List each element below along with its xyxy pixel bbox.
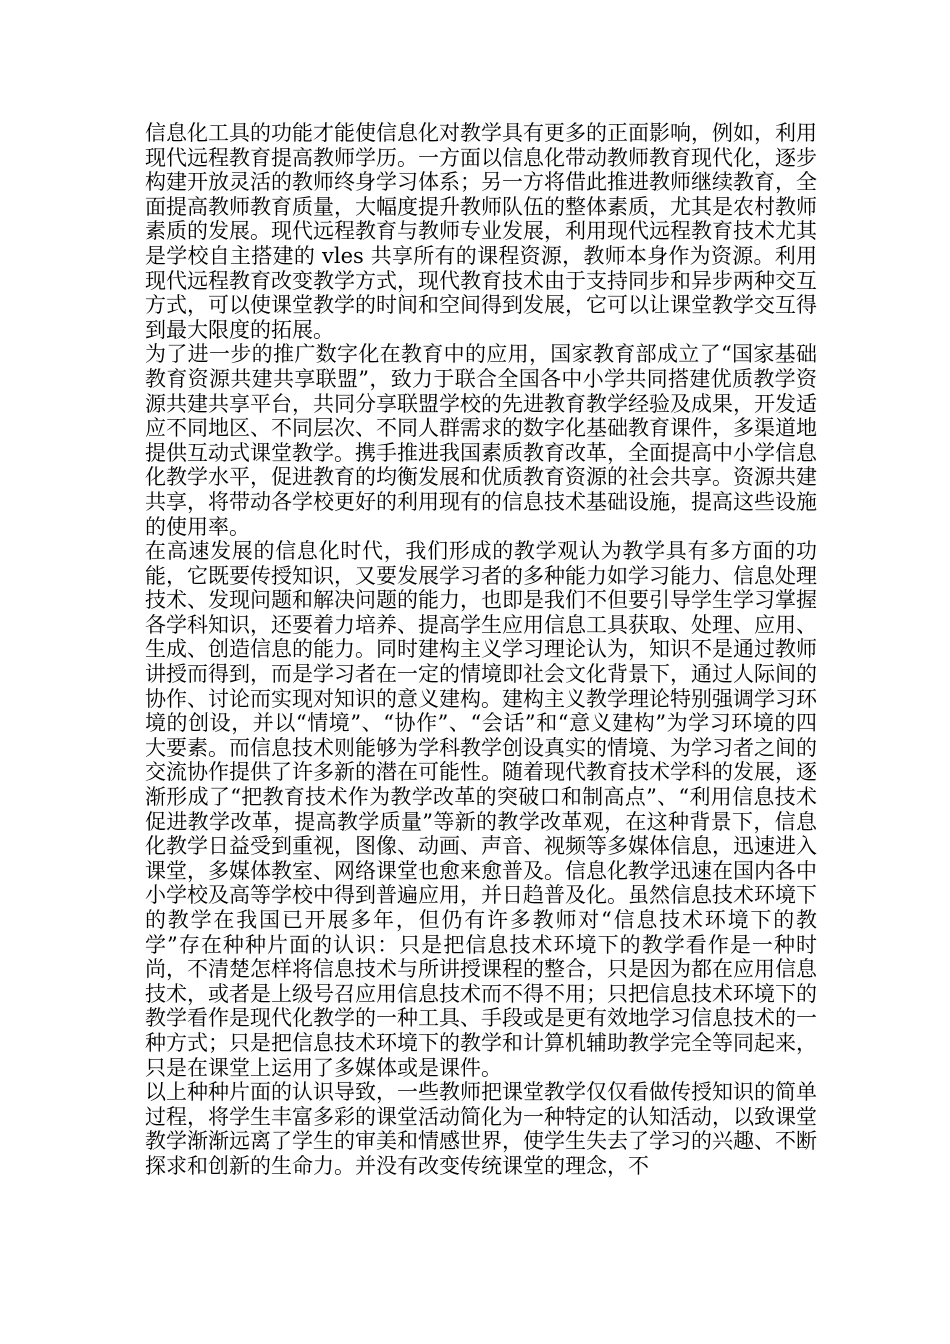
paragraph-1: 信息化工具的功能才能使信息化对教学具有更多的正面影响，例如，利用现代远程教育提高教师学历。一方面以信息化带动教师教育现代化，逐步构建开放灵活的教师终身学习体系；另一方将借此推进教师继续教育，全面提高教师教育质量，大幅度提升教师队伍的整体素质，尤其是农村教师素质的发展。现代远程教育与教师专业发展，利用现代远程教育技术尤其是学校自主搭建的 vles 共享所有的课程资源，教师本身作为资源。利用现代远程教育改变教学方式，现代教育技术由于支持同步和异步两种交互方式，可以使课堂教学的时间和空间得到发展，它可以让课堂教学交互得到最大限度的拓展。	[145, 121, 817, 342]
paragraph-4: 以上种种片面的认识导致，一些教师把课堂教学仅仅看做传授知识的简单过程，将学生丰富多彩的课堂活动简化为一种特定的认知活动，以致课堂教学渐渐远离了学生的审美和情感世界，使学生失去了学习的兴趣、不断探求和创新的生命力。并没有改变传统课堂的理念，不	[145, 1080, 817, 1178]
document-body	[145, 121, 817, 1179]
paragraph-3: 在高速发展的信息化时代，我们形成的教学观认为教学具有多方面的功能，它既要传授知识，又要发展学习者的多种能力如学习能力、信息处理技术、发现问题和解决问题的能力，也即是我们不但要引导学生学习掌握各学科知识，还要着力培养、提高学生应用信息工具获取、处理、应用、生成、创造信息的能力。同时建构主义学习理论认为，知识不是通过教师讲授而得到，而是学习者在一定的情境即社会文化背景下，通过人际间的协作、讨论而实现对知识的意义建构。建构主义教学理论特别强调学习环境的创设，并以“情境”、“协作”、“会话”和“意义建构”为学习环境的四大要素。而信息技术则能够为学科教学创设真实的情境、为学习者之间的交流协作提供了许多新的潜在可能性。随着现代教育技术学科的发展，逐渐形成了“把教育技术作为教学改革的突破口和制高点”、“利用信息技术促进教学改革，提高教学质量”等新的教学改革观，在这种背景下，信息化教学日益受到重视，图像、动画、声音、视频等多媒体信息，迅速进入课堂，多媒体教室、网络课堂也愈来愈普及。信息化教学迅速在国内各中小学校及高等学校中得到普遍应用，并日趋普及化。虽然信息技术环境下的教学在我国已开展多年，但仍有许多教师对“信息技术环境下的教学”存在种种片面的认识：只是把信息技术环境下的教学看作是一种时尚，不清楚怎样将信息技术与所讲授课程的整合，只是因为都在应用信息技术，或者是上级号召应用信息技术而不得不用；只把信息技术环境下的教学看作是现代化教学的一种工具、手段或是更有效地学习信息技术的一种方式；只是把信息技术环境下的教学和计算机辅助教学完全等同起来，只是在课堂上运用了多媒体或是课件。	[145, 539, 817, 1080]
paragraph-2: 为了进一步的推广数字化在教育中的应用，国家教育部成立了“国家基础教育资源共建共享联盟”，致力于联合全国各中小学共同搭建优质教学资源共建共享平台，共同分享联盟学校的先进教育教学经验及成果，开发适应不同地区、不同层次、不同人群需求的数字化基础教育课件，多渠道地提供互动式课堂教学。携手推进我国素质教育改革，全面提高中小学信息化教学水平，促进教育的均衡发展和优质教育资源的社会共享。资源共建共享，将带动各学校更好的利用现有的信息技术基础设施，提高这些设施的使用率。	[145, 342, 817, 539]
